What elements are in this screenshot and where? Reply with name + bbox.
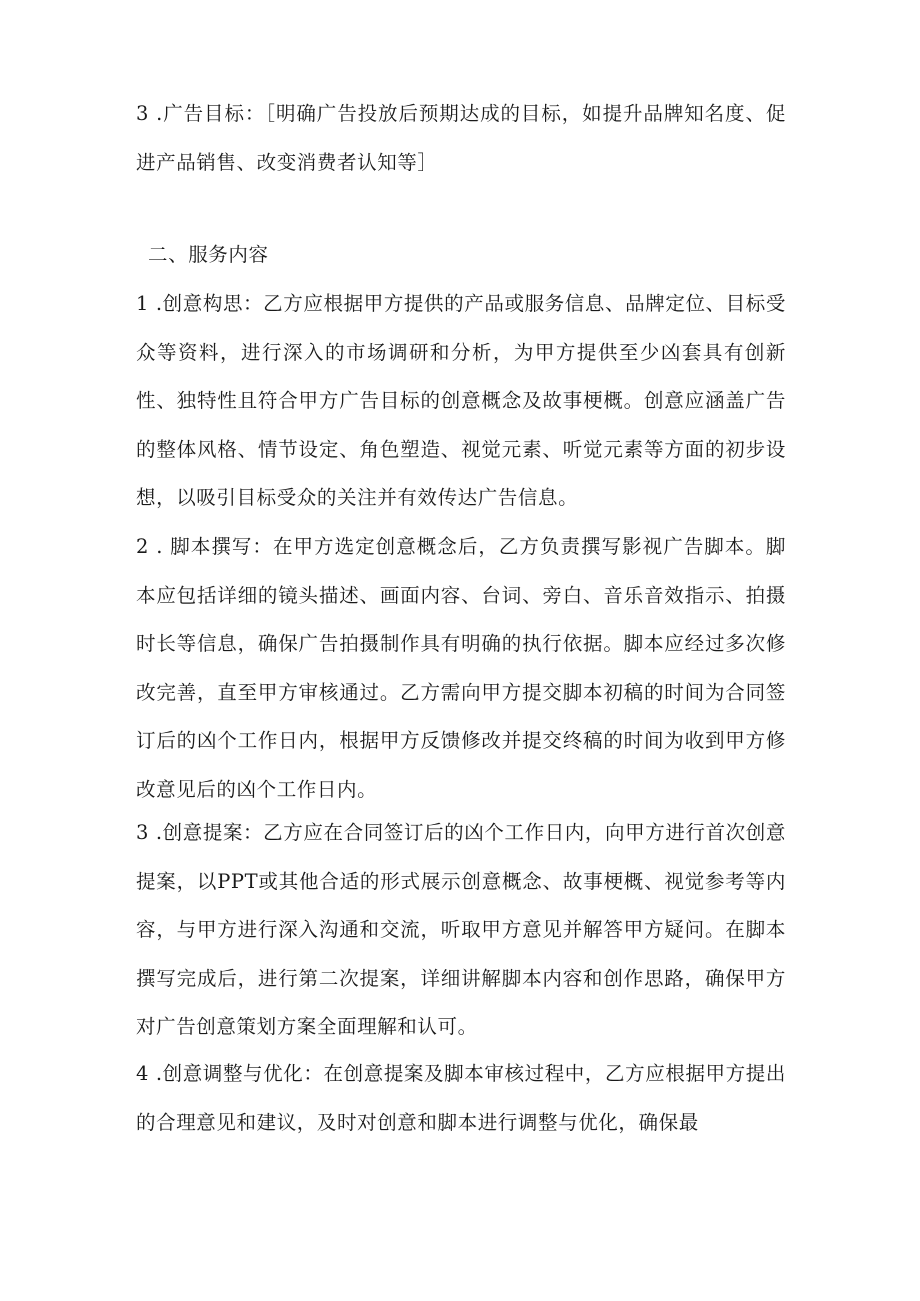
paragraph-creative-adjustment: 4 .创意调整与优化：在创意提案及脚本审核过程中，乙方应根据甲方提出的合理意见和建议，及时对创意和脚本进行调整与优化，确保最 (136, 1062, 786, 1134)
paragraph-creative-concept: 1 .创意构思：乙方应根据甲方提供的产品或服务信息、品牌定位、目标受众等资料，进行深入的市场调研和分析，为甲方提供至少凶套具有创新性、独特性且符合甲方广告目标的创意概念及故事梗概。创意应涵盖广告的整体风格、情节设定、角色塑造、视觉元素、听觉元素等方面的初步设想，以吸引目标受众的关注并有效传达广告信息。 (136, 292, 786, 510)
section-heading-service-content: 二、服务内容 (148, 243, 269, 266)
paragraph-script-writing: 2 . 脚本撰写：在甲方选定创意概念后，乙方负责撰写影视广告脚本。脚本应包括详细的镜头描述、画面内容、台词、旁白、音乐音效指示、拍摄时长等信息，确保广告拍摄制作具有明确的执行依据。脚本应经过多次修改完善，直至甲方审核通过。乙方需向甲方提交脚本初稿的时间为合同签订后的凶个工作日内，根据甲方反馈修改并提交终稿的时间为收到甲方修改意见后的凶个工作日内。 (136, 535, 786, 801)
paragraph-creative-pitch: 3 .创意提案：乙方应在合同签订后的凶个工作日内，向甲方进行首次创意提案，以PPT或其他合适的形式展示创意概念、故事梗概、视觉参考等内容，与甲方进行深入沟通和交流，听取甲方意见并解答甲方疑问。在脚本撰写完成后，进行第二次提案，详细讲解脚本内容和创作思路，确保甲方对广告创意策划方案全面理解和认可。 (136, 821, 786, 1039)
paragraph-ad-goal: 3 .广告目标：［明确广告投放后预期达成的目标，如提升品牌知名度、促进产品销售、改变消费者认知等］ (136, 102, 786, 174)
